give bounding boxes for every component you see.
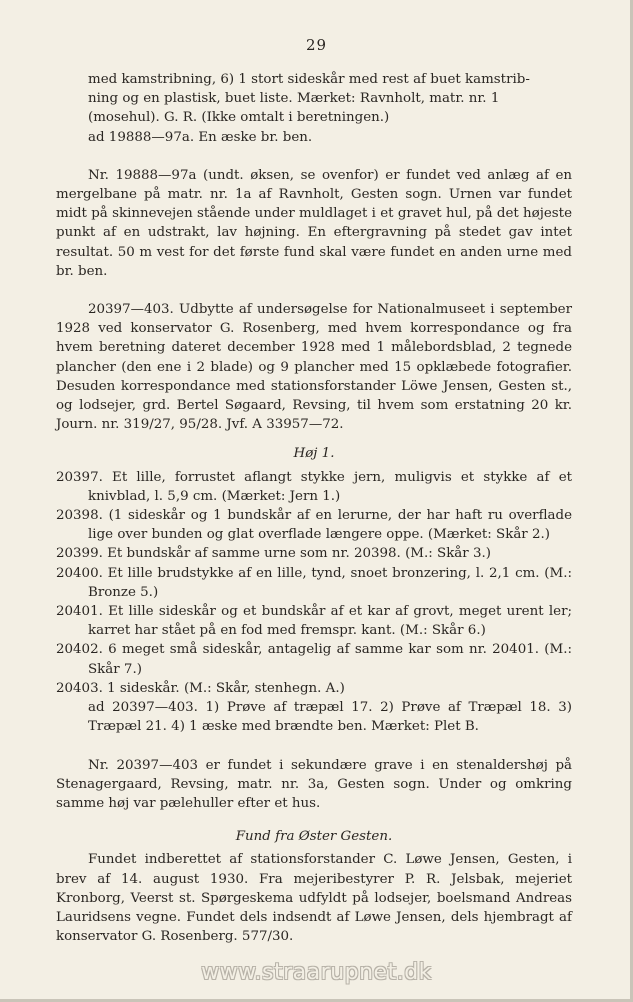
catalog-entry: 20397. Et lille, forrustet aflangt stykke jern, muligvis et stykke af et knivblad, l. 5,9 cm. (Mærket: Jern 1.) <box>56 469 572 504</box>
paragraph-find-location: Nr. 20397—403 er fundet i sekundære grave i en stenaldershøj på Stenagergaard, Revsing, matr. nr. 3a, Gesten sogn. Under og omkring samme høj var pælehuller efter et hus. <box>56 757 572 811</box>
continued-line-4: ad 19888—97a. En æske br. ben. <box>88 129 313 145</box>
catalog-entry: 20403. 1 sideskår. (M.: Skår, stenhegn. A.) <box>56 680 345 696</box>
section-heading-oster-gesten: Fund fra Øster Gesten. <box>235 829 393 845</box>
site-watermark: www.straarupnet.dk <box>201 960 432 985</box>
section-heading-hoj-1: Høj 1. <box>293 446 335 462</box>
ad-note: ad 20397—403. 1) Prøve af træpæl 17. 2) Prøve af Træpæl 18. 3) Træpæl 21. 4) 1 æske med brændte ben. Mærket: Plet B. <box>88 700 572 735</box>
catalog-entry: 20398. (1 sideskår og 1 bundskår af en lerurne, der har haft ru overflade lige over bunden og glat overflade længere oppe. (Mærket: Skår 2.) <box>56 508 572 543</box>
catalog-entry: 20399. Et bundskår af samme urne som nr. 20398. (M.: Skår 3.) <box>56 546 491 562</box>
page-number: 29 <box>305 36 328 54</box>
catalog-entry: 20402. 6 meget små sideskår, antagelig af samme kar som nr. 20401. (M.: Skår 7.) <box>56 642 572 677</box>
page-content <box>56 70 572 946</box>
continued-line-3: (mosehul). G. R. (Ikke omtalt i beretningen.) <box>88 110 390 126</box>
continued-line-2: ning og en plastisk, buet liste. Mærket: Ravnholt, matr. nr. 1 <box>88 91 500 107</box>
paragraph-find-19888: Nr. 19888—97a (undt. øksen, se ovenfor) er fundet ved anlæg af en mergelbane på matr. nr. 1a af Ravnholt, Gesten sogn. Urnen var fundet midt på skinnevejen stående under muldlaget i et gravet hul, på det højeste punkt af en udstrakt, lav højning. En eftergravning på stedet gav intet resultat. 50 m vest for det første fund skal være fundet en anden urne med br. ben. <box>56 167 572 279</box>
paragraph-20397-intro: 20397—403. Udbytte af undersøgelse for Nationalmuseet i september 1928 ved konservator G. Rosenberg, med hvem korrespondance og fra hvem beretning dateret december 1928 med 1 målebordsblad, 2 tegnede plancher (den ene i 2 blade) og 9 plancher med 15 opklæbede fotografier. Desuden korrespondance med stationsforstander Löwe Jensen, Gesten st., og lodsejer, grd. Bertel Søgaard, Revsing, til hvem som erstatning 20 kr. Journ. nr. 319/27, 95/28. Jvf. A 33957—72. <box>56 302 572 433</box>
continued-line-1: med kamstribning, 6) 1 stort sideskår med rest af buet kamstrib- <box>88 72 530 87</box>
catalog-entry: 20401. Et lille sideskår og et bundskår af et kar af grovt, meget urent ler; karret har stået på en fod med fremspr. kant. (M.: Skår 6.) <box>56 604 572 639</box>
paragraph-oster-gesten: Fundet indberettet af stationsforstander C. Løwe Jensen, Gesten, i brev af 14. august 1930. Fra mejeribestyrer P. R. Jelsbak, mejeriet Kronborg, Veerst st. Spørgeskema udfyldt på lodsejer, boelsmand Andreas Lauridsens vegne. Fundet dels indsendt af Løwe Jensen, dels hjembragt af konservator G. Rosenberg. 577/30. <box>56 852 572 945</box>
catalog-entry: 20400. Et lille brudstykke af en lille, tynd, snoet bronzering, l. 2,1 cm. (M.: Bronze 5.) <box>56 565 572 600</box>
